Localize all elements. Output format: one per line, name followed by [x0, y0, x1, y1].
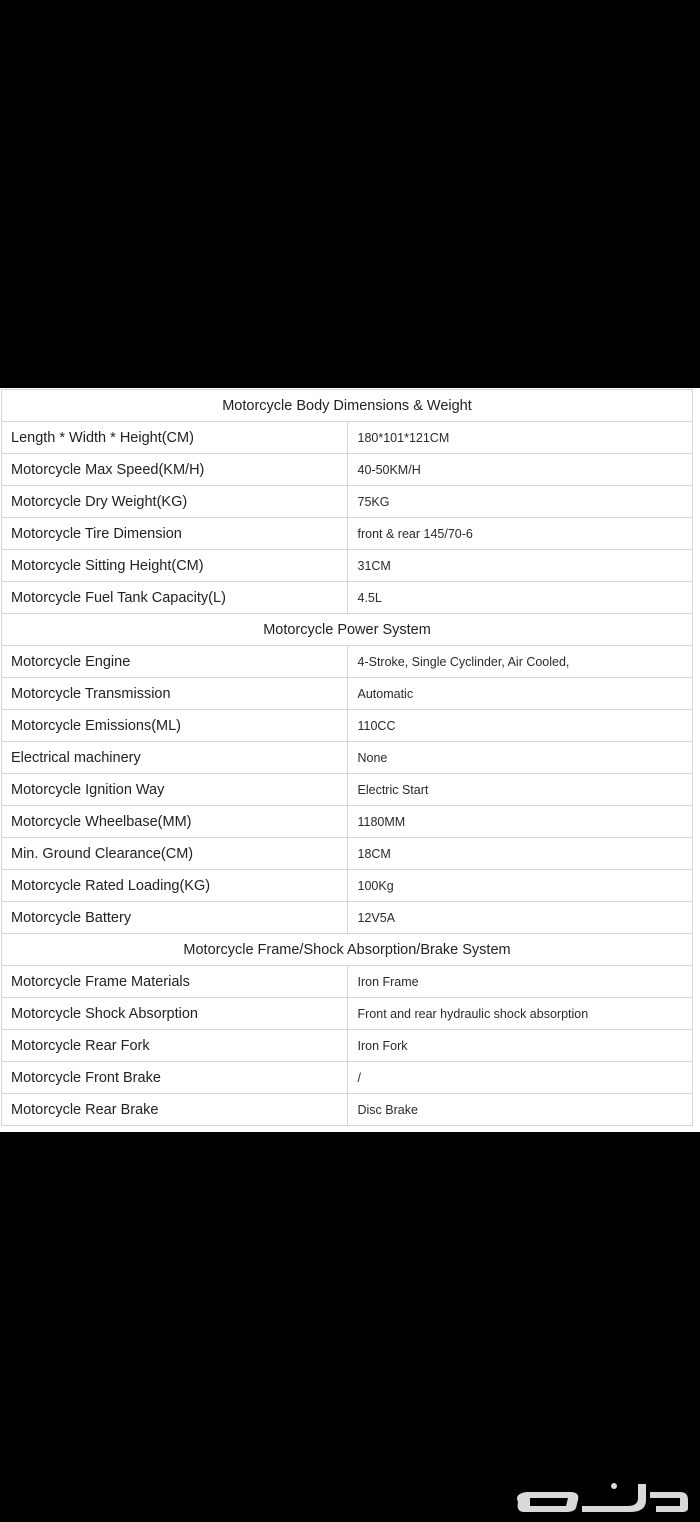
- spec-label: Motorcycle Engine: [2, 646, 348, 678]
- spec-row: [2, 710, 693, 742]
- spec-label: Motorcycle Rear Fork: [2, 1030, 348, 1062]
- spec-value: Automatic: [347, 678, 693, 710]
- spec-row: [2, 1030, 693, 1062]
- spec-value: 18CM: [347, 838, 693, 870]
- spec-value: 180*101*121CM: [347, 422, 693, 454]
- spec-value: 4.5L: [347, 582, 693, 614]
- spec-row: [2, 1062, 693, 1094]
- spec-value: 40-50KM/H: [347, 454, 693, 486]
- section-header-row: [2, 614, 693, 646]
- spec-value: None: [347, 742, 693, 774]
- spec-row: [2, 646, 693, 678]
- spec-value: 100Kg: [347, 870, 693, 902]
- spec-value: 1180MM: [347, 806, 693, 838]
- spec-label: Motorcycle Rated Loading(KG): [2, 870, 348, 902]
- spec-label: Motorcycle Front Brake: [2, 1062, 348, 1094]
- spec-label: Length * Width * Height(CM): [2, 422, 348, 454]
- spec-label: Motorcycle Shock Absorption: [2, 998, 348, 1030]
- section-title: Motorcycle Power System: [2, 614, 693, 646]
- spec-value: Iron Frame: [347, 966, 693, 998]
- spec-label: Motorcycle Wheelbase(MM): [2, 806, 348, 838]
- spec-value: Front and rear hydraulic shock absorption: [347, 998, 693, 1030]
- spec-row: [2, 1094, 693, 1126]
- spec-row: [2, 774, 693, 806]
- spec-value: 4-Stroke, Single Cyclinder, Air Cooled,: [347, 646, 693, 678]
- spec-label: Min. Ground Clearance(CM): [2, 838, 348, 870]
- spec-row: [2, 998, 693, 1030]
- spec-label: Motorcycle Transmission: [2, 678, 348, 710]
- spec-row: [2, 486, 693, 518]
- spec-label: Motorcycle Dry Weight(KG): [2, 486, 348, 518]
- haraj-logo-icon: [510, 1480, 690, 1514]
- spec-row: [2, 966, 693, 998]
- spec-row: [2, 742, 693, 774]
- spec-label: Motorcycle Ignition Way: [2, 774, 348, 806]
- spec-sheet: [0, 388, 700, 1132]
- spec-value: 75KG: [347, 486, 693, 518]
- spec-row: [2, 518, 693, 550]
- section-title: Motorcycle Body Dimensions & Weight: [2, 390, 693, 422]
- spec-label: Motorcycle Rear Brake: [2, 1094, 348, 1126]
- spec-row: [2, 678, 693, 710]
- spec-table-body: [2, 390, 693, 1126]
- spec-label: Motorcycle Emissions(ML): [2, 710, 348, 742]
- spec-label: Motorcycle Battery: [2, 902, 348, 934]
- spec-value: Disc Brake: [347, 1094, 693, 1126]
- spec-row: [2, 806, 693, 838]
- spec-value: Iron Fork: [347, 1030, 693, 1062]
- spec-label: Motorcycle Max Speed(KM/H): [2, 454, 348, 486]
- spec-value: 12V5A: [347, 902, 693, 934]
- spec-label: Motorcycle Sitting Height(CM): [2, 550, 348, 582]
- spec-label: Motorcycle Fuel Tank Capacity(L): [2, 582, 348, 614]
- spec-value: 31CM: [347, 550, 693, 582]
- spec-value: front & rear 145/70-6: [347, 518, 693, 550]
- spec-row: [2, 582, 693, 614]
- spec-row: [2, 838, 693, 870]
- spec-row: [2, 422, 693, 454]
- spec-value: Electric Start: [347, 774, 693, 806]
- spec-row: [2, 550, 693, 582]
- spec-label: Electrical machinery: [2, 742, 348, 774]
- spec-row: [2, 454, 693, 486]
- spec-label: Motorcycle Frame Materials: [2, 966, 348, 998]
- spec-row: [2, 902, 693, 934]
- spec-label: Motorcycle Tire Dimension: [2, 518, 348, 550]
- section-title: Motorcycle Frame/Shock Absorption/Brake System: [2, 934, 693, 966]
- spec-value: /: [347, 1062, 693, 1094]
- spec-value: 110CC: [347, 710, 693, 742]
- section-header-row: [2, 934, 693, 966]
- section-header-row: [2, 390, 693, 422]
- spec-table: [1, 389, 693, 1126]
- spec-row: [2, 870, 693, 902]
